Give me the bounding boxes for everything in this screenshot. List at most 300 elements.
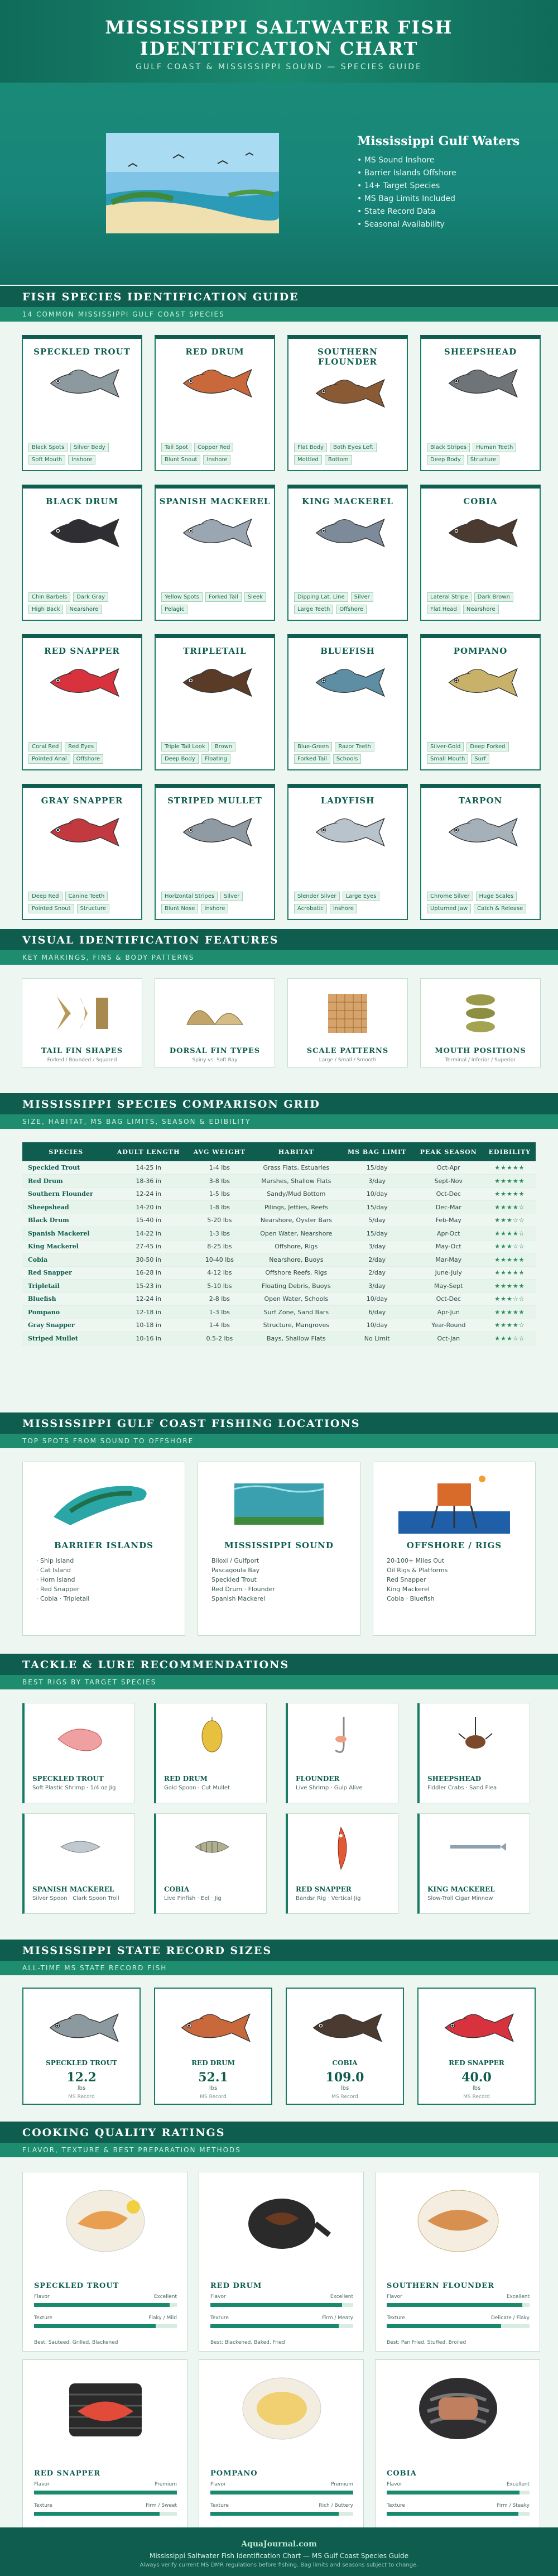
fish-illustration [306,372,389,414]
species-grid [0,335,558,920]
species-tag: Schools [333,754,361,764]
texture-label: Texture [210,2315,229,2321]
cooking-card [199,2172,364,2352]
tackle-species: COBIA [164,1885,190,1893]
table-cell: 30-50 in [110,1253,187,1267]
cooking-species: RED SNAPPER [34,2469,101,2478]
species-tag: Floating [201,754,230,764]
table-cell: ★★★☆☆ [484,1240,536,1253]
species-tag: Structure [467,455,500,465]
texture-row [387,2315,530,2321]
flavor-row [34,2294,177,2300]
texture-bar-fill [34,2324,156,2328]
table-cell: June-July [413,1266,484,1280]
hero-list-item: • MS Sound Inshore [357,156,435,165]
record-weight: 40.0 [461,2070,492,2085]
table-cell: Offshore, Rigs [252,1240,341,1253]
species-name: TRIPLETAIL [183,646,247,656]
texture-bar [387,2512,530,2516]
location-list-item: Red Drum · Flounder [211,1586,275,1593]
table-cell: 4-12 lbs [187,1266,252,1280]
table-row [22,1266,536,1280]
record-unit: lbs [209,2085,218,2091]
flavor-bar-fill [210,2303,342,2307]
texture-rating: Delicate / Flaky [490,2315,530,2321]
species-card [22,335,142,471]
best-preparation: Best: Pan Fried, Stuffed, Broiled [387,2340,466,2345]
section-subtitle-records: ALL-TIME MS STATE RECORD FISH [0,1961,558,1975]
table-cell: 1-8 lbs [187,1201,252,1214]
feature-illustration [22,991,142,1038]
species-tag: Offshore [336,605,366,614]
section-title-compare: MISSISSIPPI SPECIES COMPARISON GRID [0,1093,558,1114]
tackle-species: SHEEPSHEAD [427,1775,482,1783]
comparison-table [22,1142,536,1346]
cooking-species: SPECKLED TROUT [34,2282,119,2290]
species-name: KING MACKEREL [302,496,393,506]
table-cell: Structure, Mangroves [252,1319,341,1332]
species-tag: Deep Body [161,754,199,764]
species-name: RED SNAPPER [44,646,120,656]
species-tag: Inshore [330,904,357,913]
table-cell: 15/day [341,1161,413,1175]
record-unit: lbs [472,2085,481,2091]
species-name: SHEEPSHEAD [444,347,517,357]
location-map-illustration [373,1472,535,1536]
species-cell: Pompano [22,1306,110,1319]
feature-name: SCALE PATTERNS [306,1047,389,1055]
table-header-row [22,1142,536,1161]
species-tag: Surf [471,754,489,764]
record-unit: lbs [77,2085,86,2091]
species-cell: Black Drum [22,1214,110,1227]
species-tag: Structure [77,904,110,913]
best-preparation: Best: Blackened, Baked, Fried [210,2340,285,2345]
table-cell: 12-18 in [110,1306,187,1319]
table-cell: 1-3 lbs [187,1227,252,1241]
table-cell: ★★★☆☆ [484,1332,536,1346]
species-name: POMPANO [453,646,508,656]
flavor-bar-fill [387,2303,522,2307]
record-species: RED SNAPPER [449,2059,504,2067]
tackle-card [417,1703,530,1803]
table-cell: May-Oct [413,1240,484,1253]
hero-list [357,154,519,231]
table-cell: 12-24 in [110,1188,187,1201]
tackle-card [22,1703,135,1803]
table-cell: 15/day [341,1227,413,1241]
table-cell: 27-45 in [110,1240,187,1253]
fish-illustration [435,2005,518,2050]
record-label: MS Record [463,2094,490,2100]
column-header: MS BAG LIMIT [341,1142,413,1161]
best-preparation: Best: Sauteed, Grilled, Blackened [34,2340,118,2345]
texture-bar-fill [387,2324,501,2328]
feature-name: DORSAL FIN TYPES [169,1047,261,1055]
table-cell: Marshes, Shallow Flats [252,1175,341,1188]
species-card [287,634,408,770]
texture-label: Texture [387,2503,405,2508]
species-tag: Nearshore [463,605,499,614]
table-cell: 10-18 in [110,1319,187,1332]
table-row [22,1280,536,1293]
species-cell: Speckled Trout [22,1161,110,1175]
tackle-desc: Live Pinfish · Eel · Jig [164,1895,222,1902]
location-card [198,1462,360,1636]
table-cell: Dec-Mar [413,1201,484,1214]
table-cell: Pilings, Jetties, Reefs [252,1201,341,1214]
table-cell: ★★★★★ [484,1161,536,1175]
species-tag: Nearshore [66,605,102,614]
cooking-species: POMPANO [210,2469,258,2478]
table-row [22,1332,536,1346]
tackle-species: KING MACKEREL [427,1885,495,1893]
table-row [22,1319,536,1332]
species-card [287,485,408,621]
record-species: COBIA [332,2059,358,2067]
record-fish-illustration [287,2005,403,2052]
cooking-card [22,2359,187,2539]
flavor-row [34,2482,177,2487]
flavor-label: Flavor [387,2294,402,2300]
cooking-card [375,2172,540,2352]
fish-illustration [40,811,124,853]
table-row [22,1188,536,1201]
flavor-label: Flavor [210,2482,226,2487]
column-header: EDIBILITY [484,1142,536,1161]
texture-label: Texture [210,2503,229,2508]
hero-banner [0,83,558,285]
record-unit: lbs [340,2085,349,2091]
species-tags [28,443,136,465]
species-tag: Black Stripes [427,443,470,452]
texture-bar [210,2512,353,2516]
location-list [373,1556,535,1603]
species-cell: Gray Snapper [22,1319,110,1332]
species-tag: Small Mouth [427,754,468,764]
cooking-species: RED DRUM [210,2282,262,2290]
location-list [198,1556,360,1603]
section-title-records: MISSISSIPPI STATE RECORD SIZES [0,1940,558,1961]
table-row [22,1161,536,1175]
species-tag: Flat Head [427,605,460,614]
table-cell: ★★★★★ [484,1266,536,1280]
species-tag: Mottled [294,455,322,465]
table-cell: 1-3 lbs [187,1306,252,1319]
species-tag: Deep Forked [466,742,508,751]
fish-illustration [303,2005,387,2050]
tackle-desc: Live Shrimp · Gulp Alive [296,1785,363,1791]
tackle-card [154,1703,267,1803]
record-species: SPECKLED TROUT [46,2059,117,2067]
flavor-rating: Premium [330,2482,353,2487]
texture-bar-fill [34,2512,160,2516]
species-card [287,784,408,920]
species-tags [28,892,136,913]
column-header: PEAK SEASON [413,1142,484,1161]
species-tag: Chrome Silver [427,892,473,901]
texture-row [210,2315,353,2321]
species-cell: Tripletail [22,1280,110,1293]
tackle-card [22,1813,135,1914]
tackle-desc: Slow-Troll Cigar Minnow [427,1895,493,1902]
table-cell: Floating Debris, Buoys [252,1280,341,1293]
record-weight: 12.2 [66,2070,97,2085]
feature-name: MOUTH POSITIONS [435,1047,526,1055]
table-cell: Offshore Reefs, Rigs [252,1266,341,1280]
texture-rating: Flaky / Mild [148,2315,177,2321]
title-line-2: IDENTIFICATION CHART [140,38,419,59]
table-cell: ★★★★★ [484,1188,536,1201]
species-card [22,784,142,920]
texture-bar [387,2324,530,2328]
texture-row [34,2503,177,2508]
fish-illustration [40,362,124,404]
record-weight: 109.0 [325,2070,364,2085]
species-tag: Human Teeth [473,443,516,452]
species-tag: Canine Teeth [65,892,108,901]
table-row [22,1175,536,1188]
species-cell: Cobia [22,1253,110,1267]
section-title-cooking: COOKING QUALITY RATINGS [0,2122,558,2143]
feature-illustration [155,991,275,1038]
page-title [0,17,558,59]
table-cell: 15-40 in [110,1214,187,1227]
species-card [22,634,142,770]
hero-list-item: • Seasonal Availability [357,220,445,229]
flavor-rating: Premium [154,2482,177,2487]
species-tags [161,742,268,764]
table-cell: 5-20 lbs [187,1214,252,1227]
table-cell: 10-40 lbs [187,1253,252,1267]
table-cell: ★★★★☆ [484,1201,536,1214]
texture-label: Texture [387,2315,405,2321]
fish-illustration [171,2005,255,2050]
flavor-label: Flavor [34,2482,50,2487]
species-tag: Catch & Release [474,904,526,913]
table-cell: 6/day [341,1306,413,1319]
table-row [22,1253,536,1267]
flavor-bar [387,2491,530,2494]
footer-site-link[interactable]: AquaJournal.com [241,2540,317,2549]
species-tag: Silver Body [70,443,109,452]
flavor-label: Flavor [34,2294,50,2300]
species-card [420,335,541,471]
flavor-bar-fill [210,2491,353,2494]
record-fish-illustration [23,2005,140,2052]
footer-note: Always verify current MS DMR regulations before fishing. Bag limits and seasons subject to change. [140,2562,419,2568]
species-card [155,335,275,471]
species-card [155,784,275,920]
table-row [22,1214,536,1227]
feature-card [22,978,142,1067]
record-label: MS Record [68,2094,95,2100]
fish-illustration [173,662,257,703]
species-tag: Large Teeth [294,605,333,614]
tackle-card [286,1703,398,1803]
species-tag: Copper Red [194,443,233,452]
flavor-bar [210,2491,353,2494]
species-tag: High Back [28,605,63,614]
species-tags [28,592,136,614]
table-cell: 5/day [341,1214,413,1227]
hero-list-item: • 14+ Target Species [357,181,440,190]
species-cell: Sheepshead [22,1201,110,1214]
species-tag: Deep Body [427,455,464,465]
species-cell: Bluefish [22,1292,110,1306]
section-title-features: VISUAL IDENTIFICATION FEATURES [0,929,558,950]
species-tag: Flat Body [294,443,327,452]
feature-card [420,978,541,1067]
section-subtitle-species: 14 COMMON MISSISSIPPI GULF COAST SPECIES [0,307,558,322]
location-list-item: Oil Rigs & Platforms [387,1567,448,1574]
table-cell: 14-20 in [110,1201,187,1214]
species-name: SOUTHERN FLOUNDER [318,347,378,367]
species-card [420,784,541,920]
species-tag: Horizontal Stripes [161,892,218,901]
location-list-item: Biloxi / Gulfport [211,1557,259,1564]
table-row [22,1292,536,1306]
table-cell: Feb-May [413,1214,484,1227]
location-list-item: Cobia · Bluefish [387,1595,435,1602]
feature-desc: Terminal / Inferior / Superior [445,1057,516,1063]
species-card [22,485,142,621]
section-title-tackle: TACKLE & LURE RECOMMENDATIONS [0,1654,558,1675]
table-cell: 2/day [341,1266,413,1280]
species-card [155,634,275,770]
species-name: TARPON [458,796,503,806]
location-list-item: · Cobia · Tripletail [36,1595,90,1602]
location-list-item: Speckled Trout [211,1576,257,1583]
species-tag: Tail Spot [161,443,191,452]
tackle-card [286,1813,398,1914]
location-list-item: · Cat Island [36,1567,71,1574]
table-cell: ★★★★★ [484,1253,536,1267]
record-label: MS Record [331,2094,358,2100]
species-tag: Offshore [73,754,103,764]
species-tags [427,892,534,913]
texture-bar [34,2512,177,2516]
species-tag: Both Eyes Left [330,443,377,452]
flavor-bar [210,2303,353,2307]
tackle-card [154,1813,267,1914]
texture-bar-fill [387,2512,518,2516]
footer-line: Mississippi Saltwater Fish Identification Chart — MS Gulf Coast Species Guide [149,2552,409,2560]
cooking-card [199,2359,364,2539]
table-cell: 8-25 lbs [187,1240,252,1253]
species-card [155,485,275,621]
texture-bar-fill [210,2324,339,2328]
section-title-locations: MISSISSIPPI GULF COAST FISHING LOCATIONS [0,1413,558,1434]
species-name: STRIPED MULLET [167,796,262,806]
species-name: SPECKLED TROUT [33,347,131,357]
hero-title: Mississippi Gulf Waters [357,134,520,149]
table-cell: ★★★☆☆ [484,1292,536,1306]
location-card [22,1462,185,1636]
tackle-desc: Silver Spoon · Clark Spoon Troll [32,1895,119,1902]
fish-illustration [306,662,389,703]
feature-desc: Large / Small / Smooth [319,1057,377,1063]
table-cell: ★★★★★ [484,1175,536,1188]
title-line-1: MISSISSIPPI SALTWATER FISH [105,17,453,38]
feature-illustration [288,991,407,1038]
flavor-bar [387,2303,530,2307]
texture-label: Texture [34,2503,52,2508]
cooking-species: SOUTHERN FLOUNDER [387,2282,495,2290]
species-name: GRAY SNAPPER [41,796,123,806]
texture-bar [34,2324,177,2328]
location-list-item: · Horn Island [36,1576,75,1583]
record-label: MS Record [200,2094,227,2100]
flavor-rating: Excellent [506,2294,530,2300]
hero-list-item: • Barrier Islands Offshore [357,169,456,178]
table-cell: 14-25 in [110,1161,187,1175]
species-tag: Brown [211,742,235,751]
species-tag: Soft Mouth [28,455,65,465]
texture-bar [210,2324,353,2328]
table-cell: No Limit [341,1332,413,1346]
table-row [22,1306,536,1319]
species-tag: Pointed Anal [28,754,70,764]
fish-illustration [439,512,522,554]
location-list-item: 20-100+ Miles Out [387,1557,445,1564]
section-subtitle-tackle: BEST RIGS BY TARGET SPECIES [0,1675,558,1689]
tackle-desc: Bandsr Rig · Vertical Jig [296,1895,361,1902]
table-cell: 10/day [341,1188,413,1201]
species-name: RED DRUM [185,347,244,357]
location-map-illustration [23,1472,185,1536]
species-tag: Forked Tail [294,754,330,764]
flavor-bar [34,2303,177,2307]
species-tag: Red Eyes [65,742,97,751]
species-tag: Blunt Snout [161,455,200,465]
cooking-card [375,2359,540,2539]
location-name: OFFSHORE / RIGS [406,1540,502,1550]
tackle-species: SPECKLED TROUT [32,1775,104,1783]
texture-row [387,2503,530,2508]
species-tag: Dark Brown [474,592,513,602]
table-cell: 18-36 in [110,1175,187,1188]
species-tags [161,892,268,913]
table-cell: Apr-Oct [413,1227,484,1241]
tackle-desc: Soft Plastic Shrimp · 1/4 oz Jig [32,1785,116,1791]
column-header: HABITAT [252,1142,341,1161]
cooking-species: COBIA [387,2469,417,2478]
table-cell: 10-16 in [110,1332,187,1346]
fish-illustration [439,811,522,853]
fish-illustration [173,811,257,853]
species-tags [161,443,268,465]
texture-rating: Firm / Steaky [497,2503,530,2508]
species-tag: Dark Gray [73,592,108,602]
species-tags [427,592,534,614]
table-cell: 0.5-2 lbs [187,1332,252,1346]
flavor-row [387,2482,530,2487]
species-tag: Blunt Nose [161,904,198,913]
species-tag: Dipping Lat. Line [294,592,348,602]
table-cell: ★★★★★ [484,1280,536,1293]
feature-card [287,978,408,1067]
fish-illustration [40,662,124,703]
texture-row [34,2315,177,2321]
species-tag: Yellow Spots [161,592,203,602]
species-tags [294,443,401,465]
record-weight: 52.1 [198,2070,228,2085]
species-tag: Silver [351,592,373,602]
species-tag: Acrobatic [294,904,327,913]
column-header: ADULT LENGTH [110,1142,187,1161]
location-list-item: · Red Snapper [36,1586,80,1593]
